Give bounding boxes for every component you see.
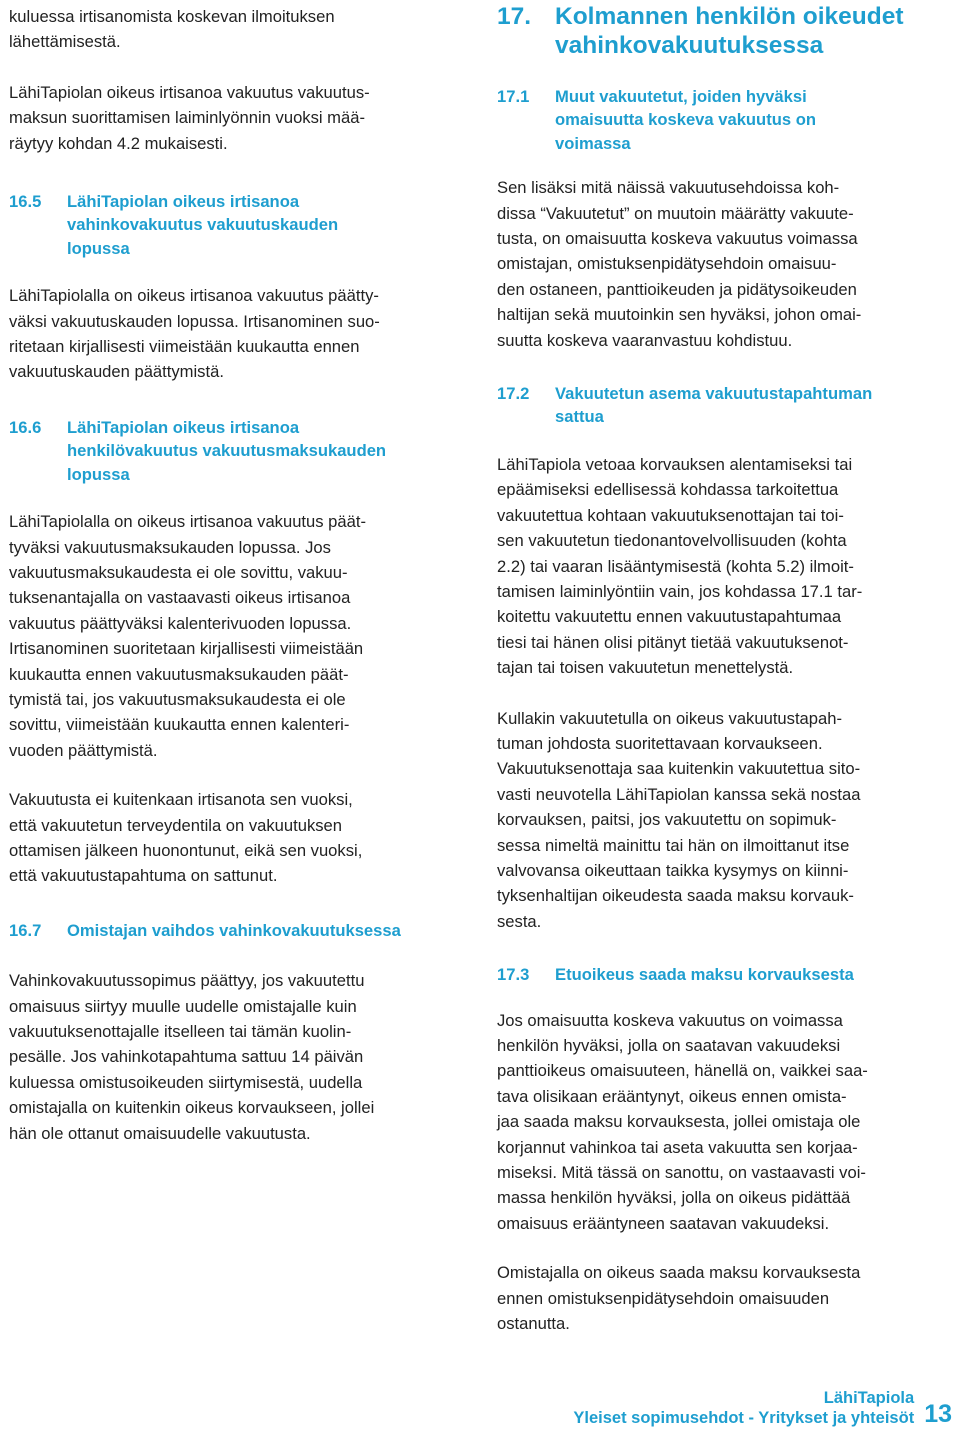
paragraph-17-2-a: LähiTapiola vetoaa korvauksen alentamiseksi tai epäämiseksi edellisessä kohdassa tarkoitettua vakuutettua kohtaan vakuutuksenottajan tai toi- sen vakuutetun tiedonantovelvollisuuden (kohta 2.2) tai vaaran lisääntymisestä (kohta 5.2) ilmoit- tamisen laiminlyöntiin vain, jos kohdassa 17.1 tar- koitettu vakuutettu ennen vakuutustapahtumaa tiesi tai hänen olisi pitänyt tietää vakuutuksenot- tajan tai toisen vakuutetun menettelystä. xyxy=(497,454,863,678)
section-number: 16.5 xyxy=(9,192,42,212)
footer-brand: LähiTapiola xyxy=(823,1389,915,1407)
paragraph-16-6-a: LähiTapiolalla on oikeus irtisanoa vakuutus päät- tyväksi vakuutusmaksukauden lopussa. Jos vakuutusmaksukaudesta ei ole sovittu, vakuu- tuksenantajalla on vastaavasti oikeus irtisanoa vakuutus päättyväksi kalenterivuoden lopussa. Irtisanominen suoritetaan kirjallisesti viimeistään kuukautta ennen vakuutusmaksukauden päät- tymistä tai, jos vakuutusmaksukaudesta ei ole sovittu, viimeistään kuukautta ennen kalenteri- vuoden päättymistä. xyxy=(9,512,366,760)
footer-text xyxy=(573,1388,914,1428)
page-number: 13 xyxy=(924,1400,952,1428)
section-number: 16.7 xyxy=(9,920,42,940)
section-heading-17-2 xyxy=(497,382,952,429)
section-number: 16.6 xyxy=(9,417,42,437)
section-number: 17.1 xyxy=(497,87,530,106)
page-footer xyxy=(573,1388,952,1428)
paragraph-16-5: LähiTapiolalla on oikeus irtisanoa vakuutus päätty- väksi vakuutuskauden lopussa. Irtisanominen suo- ritetaan kirjallisesti viimeistään kuukautta ennen vakuutuskauden päättymistä. xyxy=(9,286,380,382)
chapter-heading-17 xyxy=(497,2,952,60)
section-heading-17-1 xyxy=(497,85,952,155)
section-heading-17-3 xyxy=(497,963,952,986)
section-heading-16-6 xyxy=(9,416,471,486)
paragraph-17-3-b: Omistajalla on oikeus saada maksu korvauksesta ennen omistuksenpidätysehdoin omaisuuden ostanutta. xyxy=(497,1263,861,1334)
section-number: 17.2 xyxy=(497,384,530,404)
right-column xyxy=(497,0,952,1336)
paragraph-17-1: Sen lisäksi mitä näissä vakuutusehdoissa koh- dissa “Vakuutetut” on muutoin määrätty vakuute- tusta, on omaisuutta koskeva vakuutus voimassa omistajan, omistuksenpidätysehdoin omaisuu- den ostaneen, panttioikeuden ja pidätysoikeuden haltijan sekä muutoinkin sen hyväksi, johon omai- suutta koskeva vaaranvastuu kohdistuu. xyxy=(497,178,862,350)
footer-subtitle: Yleiset sopimusehdot - Yritykset ja yhteisöt xyxy=(573,1409,915,1427)
section-title: LähiTapiolan oikeus irtisanoa henkilövakuutus vakuutusmaksukauden lopussa xyxy=(67,417,387,484)
paragraph-17-3-a: Jos omaisuutta koskeva vakuutus on voimassa henkilön hyväksi, jolla on saatavan vakuudeksi panttioikeus omaisuuteen, hänellä on, vaikkei saa- tava olisikaan erääntynyt, oikeus ennen omista- jaa saada maksu korvauksesta, jollei omistaja ole korjannut vahinkoa tai aseta vakuutta sen korjaa- miseksi. Mitä tässä on sanottu, on vastaavasti voi- massa henkilön hyväksi, jolla on oikeus pidättää omaisuus erääntyneen saatavan vakuudeksi. xyxy=(497,1010,868,1233)
section-heading-16-5 xyxy=(9,190,471,260)
chapter-title: Kolmannen henkilön oikeudet vahinkovakuutuksessa xyxy=(555,3,904,59)
section-title: Omistajan vaihdos vahinkovakuutuksessa xyxy=(67,920,401,940)
section-number: 17.3 xyxy=(497,965,530,985)
section-title: Vakuutetun asema vakuutustapahtuman sattua xyxy=(555,384,873,427)
paragraph-termination-payment: LähiTapiolan oikeus irtisanoa vakuutus vakuutus- maksun suorittamisen laiminlyönnin vuoksi mää- räytyy kohdan 4.2 mukaisesti. xyxy=(9,82,370,153)
section-heading-16-7 xyxy=(9,919,471,942)
left-column xyxy=(9,0,471,1146)
paragraph-16-6-b: Vakuutusta ei kuitenkaan irtisanota sen vuoksi, että vakuutetun terveydentila on vakuutuksen ottamisen jälkeen huonontunut, eikä sen vuoksi, että vakuutustapahtuma on sattunut. xyxy=(9,790,363,886)
paragraph-intro: kuluessa irtisanomista koskevan ilmoituksen lähettämisestä. xyxy=(9,7,335,52)
paragraph-17-2-b: Kullakin vakuutetulla on oikeus vakuutustapah- tuman johdosta suoritettavaan korvaukseen. Vakuutuksenottaja saa kuitenkin vakuutettua sito- vasti neuvotella LähiTapiolan kanssa sekä nostaa korvauksen, paitsi, jos vakuutettu on sopimuk- sessa nimeltä mainittu tai hän on ilmoittanut itse valvovansa oikeuttaan taikka kysymys on kiinni- tyksenhaltijan oikeudesta saada maksu korvauk- sesta. xyxy=(497,708,861,931)
section-title: LähiTapiolan oikeus irtisanoa vahinkovakuutus vakuutuskauden lopussa xyxy=(67,192,339,258)
chapter-number: 17. xyxy=(497,3,532,30)
paragraph-16-7: Vahinkovakuutussopimus päättyy, jos vakuutettu omaisuus siirtyy muulle uudelle omistajalle kuin vakuutuksenottajalle itselleen tai tämän kuolin- pesälle. Jos vahinkotapahtuma sattuu 14 päivän kuluessa omistusoikeuden siirtymisestä, uudella omistajalla on kuitenkin oikeus korvaukseen, jollei hän ole ottanut omaisuudelle vakuutusta. xyxy=(9,971,375,1143)
section-title: Etuoikeus saada maksu korvauksesta xyxy=(555,965,854,985)
section-title: Muut vakuutetut, joiden hyväksi omaisuutta koskeva vakuutus on voimassa xyxy=(555,87,816,153)
